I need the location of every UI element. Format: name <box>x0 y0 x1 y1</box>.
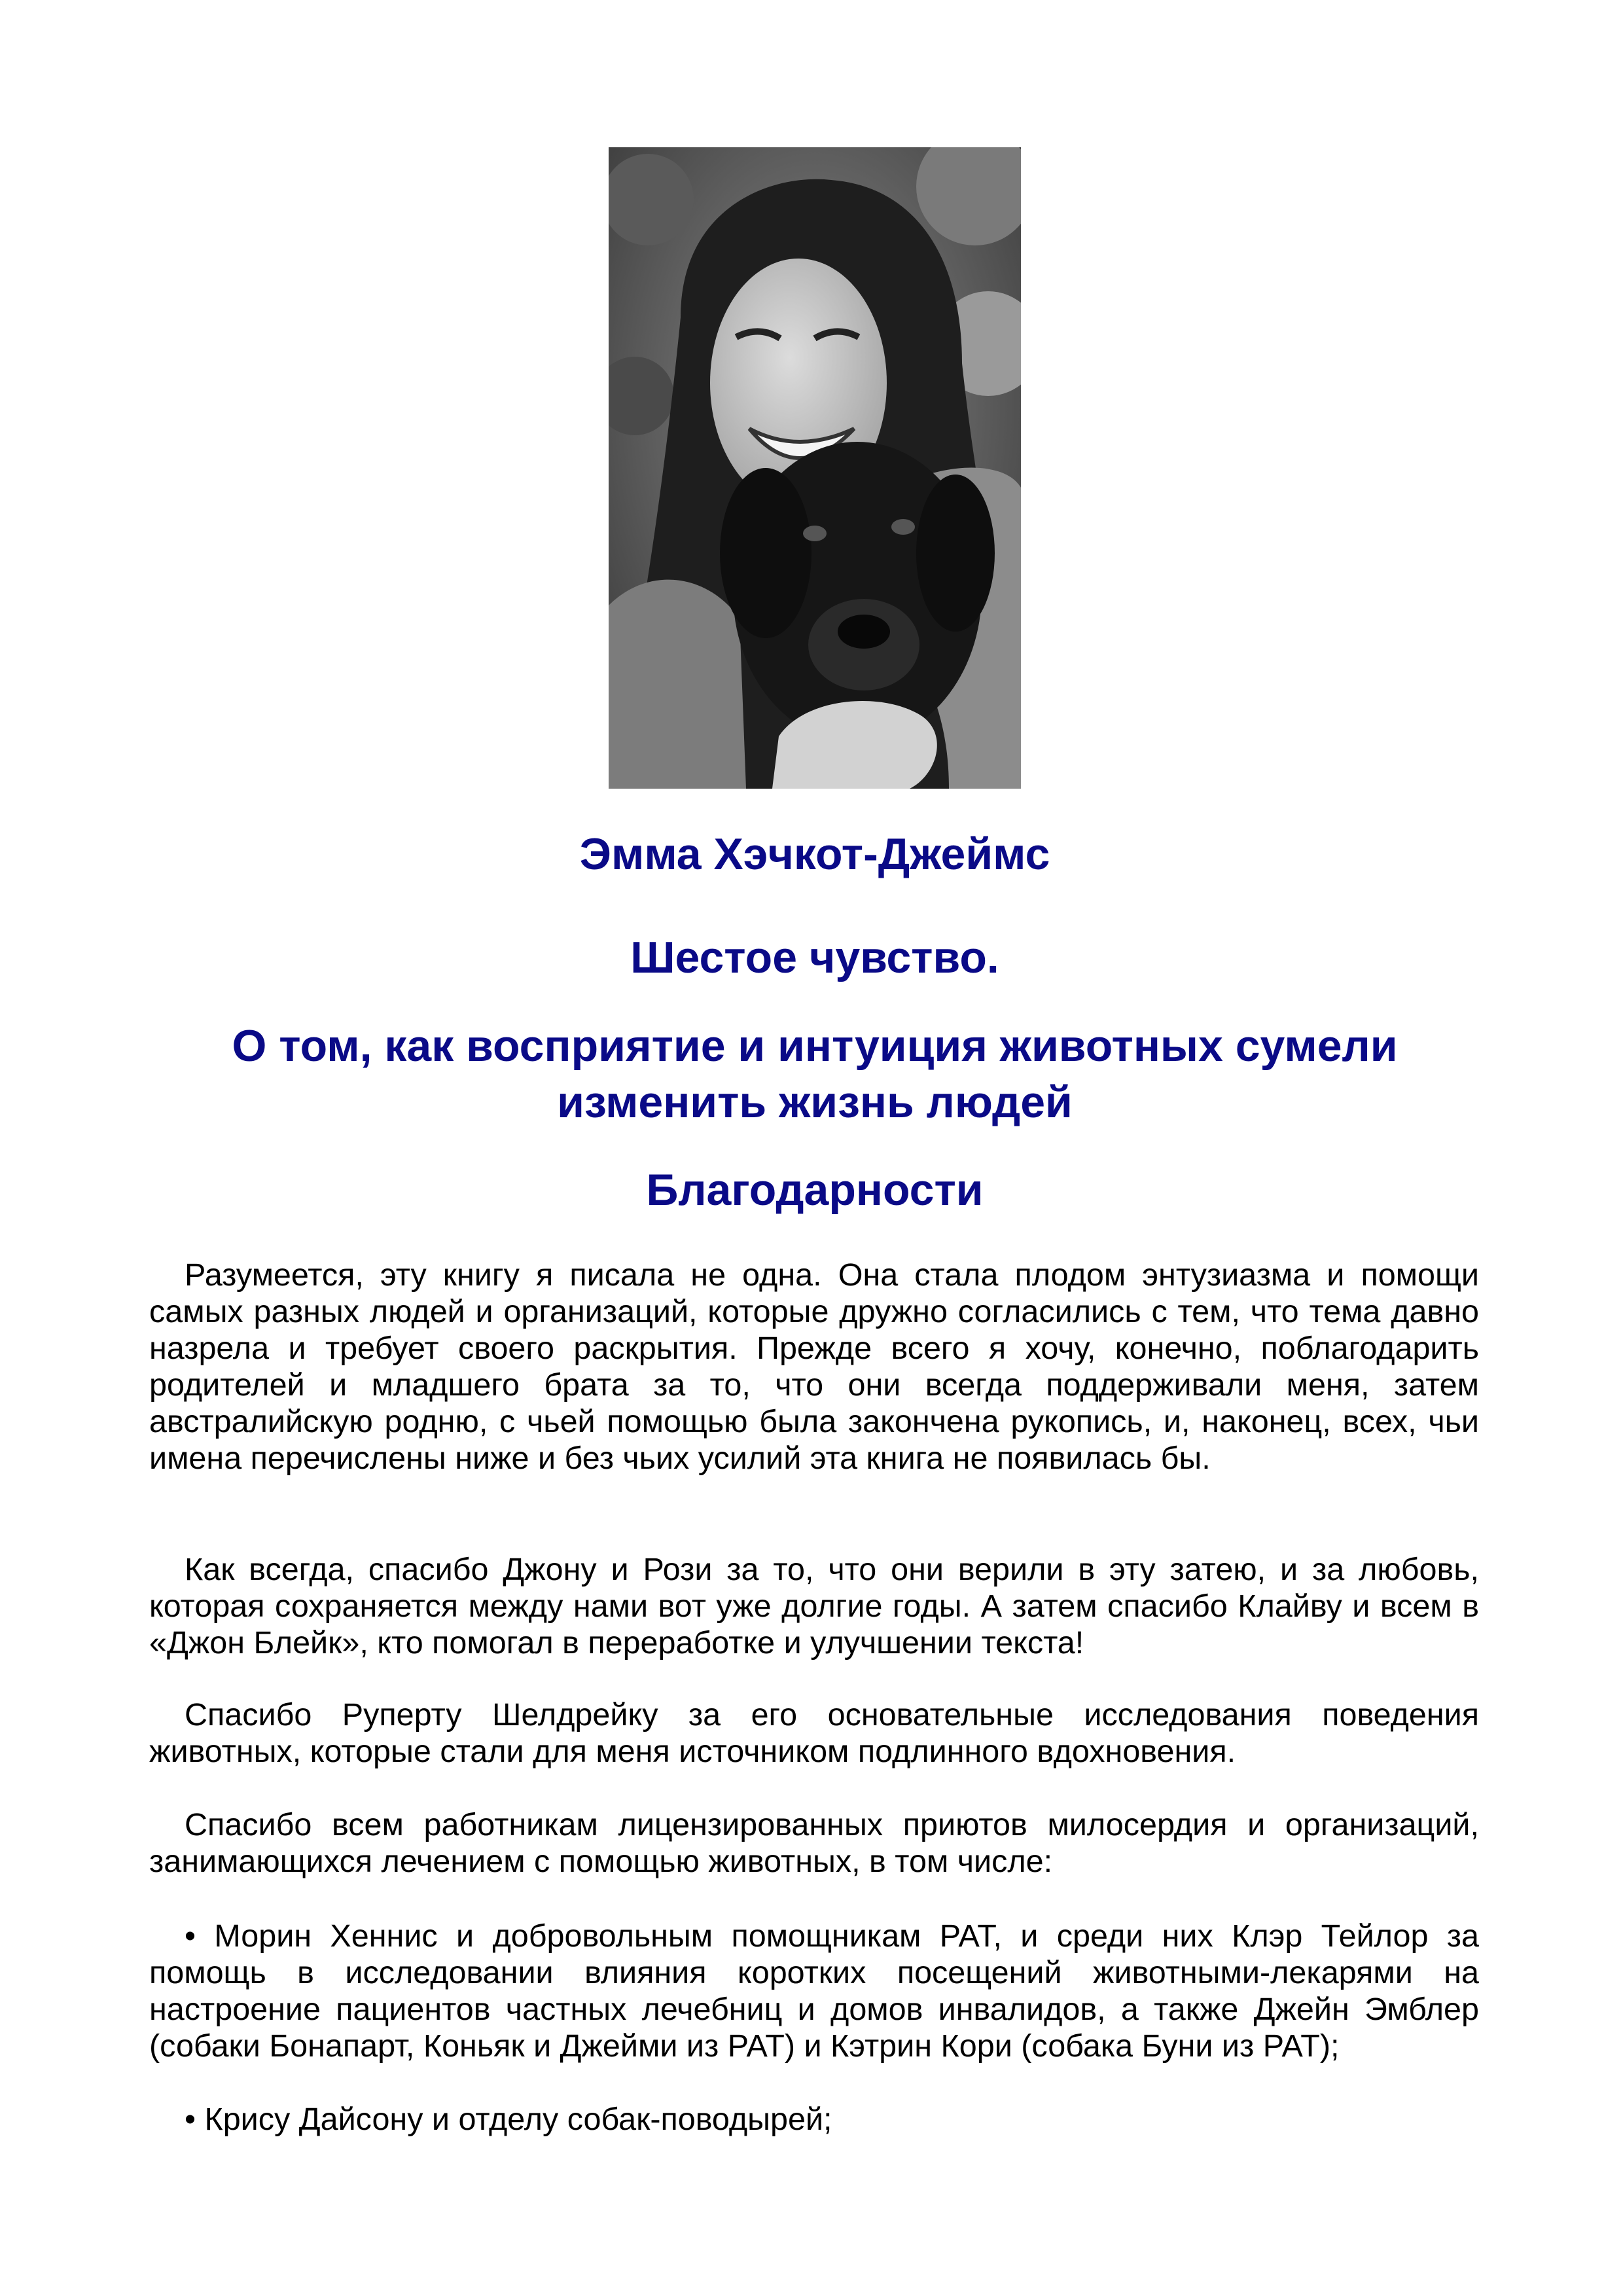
bullet-item-1 <box>149 1918 1479 2064</box>
author-photo <box>609 147 1021 789</box>
paragraph-2-text: Как всегда, спасибо Джону и Рози за то, что они верили в эту затею, и за любовь, которая сохраняется между нами вот уже долгие годы. А затем спасибо Клайву и всем в «Джон Блейк», кто помогал в переработке и улучшении текста! <box>149 1552 1479 1660</box>
author-photo-image <box>609 147 1021 789</box>
paragraph-1 <box>149 1257 1479 1477</box>
author-name: Эмма Хэчкот-Джеймс <box>579 829 1050 879</box>
bullet-item-2 <box>149 2101 1479 2138</box>
paragraph-3-text: Спасибо Руперту Шелдрейку за его основательные исследования поведения животных, которые стали для меня источником подлинного вдохновения. <box>149 1697 1479 1769</box>
paragraph-3 <box>149 1696 1479 1770</box>
paragraph-1-text: Разумеется, эту книгу я писала не одна. Она стала плодом энтузиазма и помощи самых разных людей и организаций, которые дружно согласились с тем, что тема давно назрела и требует своего раскрытия. Прежде всего я хочу, конечно, поблагодарить родителей и младшего брата за то, что они всегда поддерживали меня, затем австралийскую родню, с чьей помощью была закончена рукопись, и, наконец, всех, чьи имена перечислены ниже и без чьих усилий эта книга не появилась бы. <box>149 1257 1479 1476</box>
book-title: Шестое чувство. <box>630 933 999 982</box>
bullet-item-1-text: • Морин Хеннис и добровольным помощникам PAT, и среди них Клэр Тейлор за помощь в исследовании влияния коротких посещений животными-лекарями на настроение пациентов частных лечебниц и домов инвалидов, а также Джейн Эмблер (собаки Бонапарт, Коньяк и Джейми из PAT) и Кэтрин Кори (собака Буни из PAT); <box>149 1918 1479 2064</box>
bullet-item-2-text: • Крису Дайсону и отделу собак-поводырей; <box>185 2102 832 2137</box>
section-title: Благодарности <box>646 1165 984 1215</box>
paragraph-2 <box>149 1551 1479 1661</box>
book-subtitle: О том, как восприятие и интуиция животных сумели изменить жизнь людей <box>232 1021 1398 1127</box>
paragraph-4-text: Спасибо всем работникам лицензированных приютов милосердия и организаций, занимающихся лечением с помощью животных, в том числе: <box>149 1807 1479 1879</box>
paragraph-4 <box>149 1806 1479 1880</box>
